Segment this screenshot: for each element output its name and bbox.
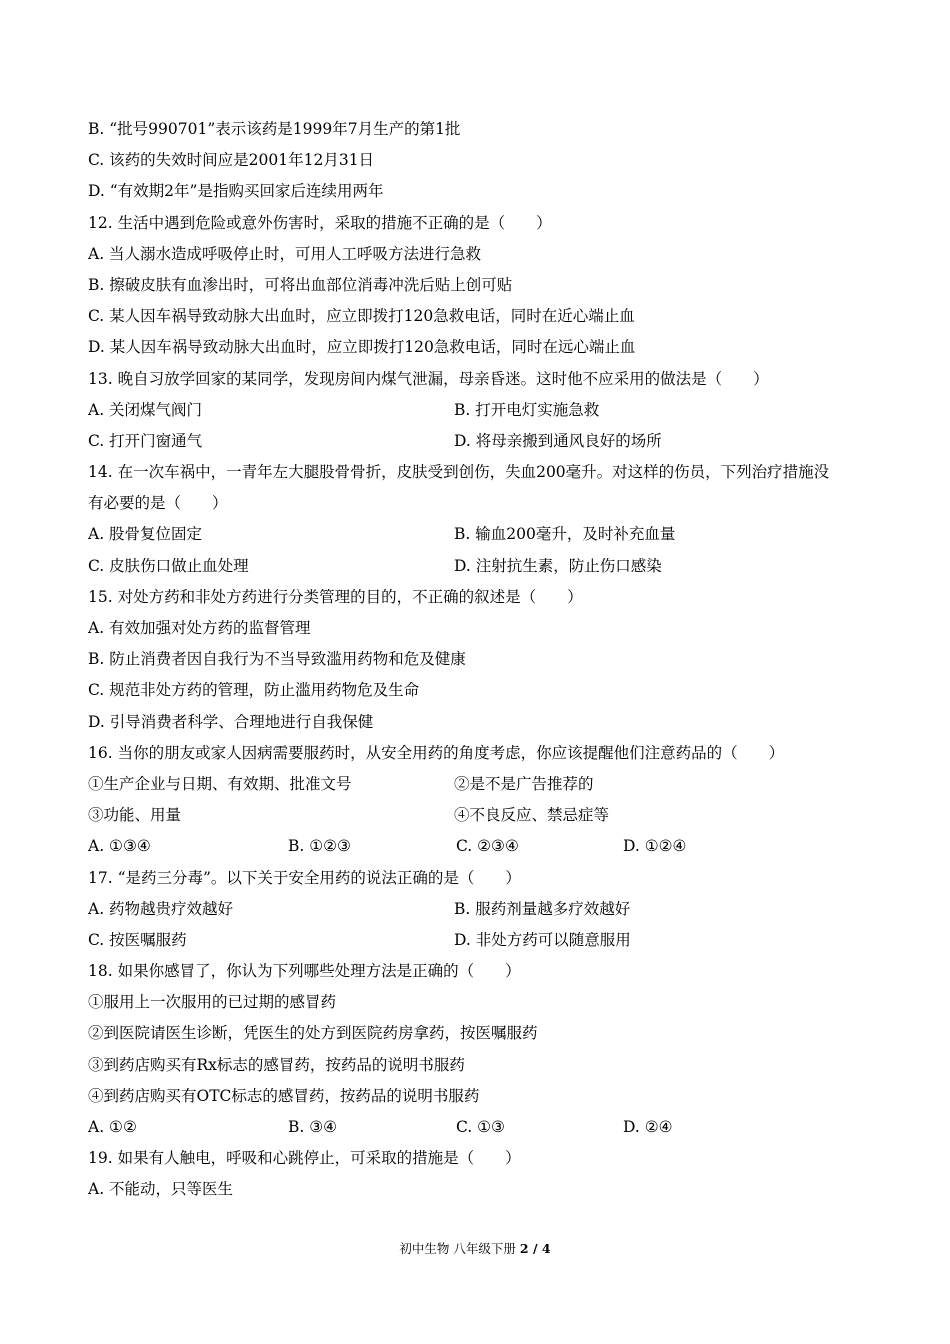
option-row-two-column — [88, 894, 868, 925]
page-total: 4 — [541, 1241, 551, 1256]
text-line: A. 有效加强对处方药的监督管理 — [88, 619, 311, 637]
text-line: D. 某人因车祸导致动脉大出血时，应立即拨打120急救电话，同时在远心端止血 — [88, 338, 636, 357]
text-line: 18. 如果你感冒了，你认为下列哪些处理方法是正确的（ ） — [88, 962, 521, 981]
text-line: A. 当人溺水造成呼吸停止时，可用人工呼吸方法进行急救 — [88, 244, 482, 263]
option-cell: B. ③④ — [288, 1118, 338, 1136]
option-cell: A. 关闭煤气阀门 — [88, 400, 203, 419]
text-line: 13. 晚自习放学回家的某同学，发现房间内煤气泄漏，母亲昏迷。这时他不应采用的做法是（ ） — [88, 369, 769, 388]
page-current: 2 — [519, 1241, 529, 1256]
text-line: B. 防止消费者因自我行为不当导致滥用药物和危及健康 — [88, 650, 466, 669]
option-row-two-column — [88, 395, 868, 426]
option-cell: A. 药物越贵疗效越好 — [88, 899, 234, 918]
text-line: ④到药店购买有OTC标志的感冒药，按药品的说明书服药 — [88, 1086, 480, 1105]
text-line: ②到医院请医生诊断，凭医生的处方到医院药房拿药，按医嘱服药 — [88, 1024, 538, 1043]
footer-label: 初中生物 八年级下册 — [399, 1241, 516, 1256]
text-line: 17. “是药三分毒”。以下关于安全用药的说法正确的是（ ） — [88, 868, 521, 887]
page-number — [520, 1241, 551, 1256]
option-cell: ④不良反应、禁忌症等 — [454, 806, 610, 825]
option-cell: D. 注射抗生素，防止伤口感染 — [454, 556, 662, 575]
option-row-two-column — [88, 551, 868, 582]
page-footer — [0, 1240, 950, 1258]
option-cell: C. ②③④ — [456, 837, 519, 856]
option-cell: B. 输血200毫升，及时补充血量 — [454, 525, 676, 544]
question-content — [88, 114, 868, 1206]
text-line: D. 引导消费者科学、合理地进行自我保健 — [88, 712, 374, 731]
text-line: B. “批号990701”表示该药是1999年7月生产的第1批 — [88, 120, 461, 138]
text-line: C. 该药的失效时间应是2001年12月31日 — [88, 151, 375, 170]
option-row-two-column — [88, 925, 868, 956]
option-row-two-column — [88, 800, 868, 831]
option-cell: C. 皮肤伤口做止血处理 — [88, 556, 249, 575]
option-cell: D. 非处方药可以随意服用 — [454, 930, 631, 949]
option-cell: ①生产企业与日期、有效期、批准文号 — [88, 774, 352, 793]
text-line: ①服用上一次服用的已过期的感冒药 — [88, 993, 337, 1012]
option-cell: C. 打开门窗通气 — [88, 431, 203, 450]
option-cell: D. ①②④ — [623, 837, 687, 856]
option-cell: A. 股骨复位固定 — [88, 525, 203, 544]
option-cell: ②是不是广告推荐的 — [454, 774, 594, 793]
text-line: 16. 当你的朋友或家人因病需要服药时，从安全用药的角度考虑，你应该提醒他们注意药品的（ ） — [88, 743, 785, 762]
text-line: 19. 如果有人触电，呼吸和心跳停止，可采取的措施是（ ） — [88, 1149, 521, 1168]
text-line: A. 不能动，只等医生 — [88, 1180, 234, 1199]
option-cell: A. ①② — [88, 1118, 137, 1136]
option-cell: A. ①③④ — [88, 837, 151, 856]
option-row-two-column — [88, 519, 868, 550]
text-line: 12. 生活中遇到危险或意外伤害时，采取的措施不正确的是（ ） — [88, 213, 552, 232]
option-row-two-column — [88, 426, 868, 457]
option-cell: B. 打开电灯实施急救 — [454, 400, 600, 419]
option-cell: C. 按医嘱服药 — [88, 930, 187, 949]
text-line: C. 某人因车祸导致动脉大出血时，应立即拨打120急救电话，同时在近心端止血 — [88, 307, 635, 326]
option-cell: ③功能、用量 — [88, 806, 182, 825]
text-line: 15. 对处方药和非处方药进行分类管理的目的，不正确的叙述是（ ） — [88, 587, 583, 606]
text-line: B. 擦破皮肤有血渗出时，可将出血部位消毒冲洗后贴上创可贴 — [88, 275, 513, 294]
text-line: ③到药店购买有Rx标志的感冒药，按药品的说明书服药 — [88, 1055, 465, 1074]
option-cell: B. ①②③ — [288, 837, 351, 856]
option-row-four-column — [88, 1112, 868, 1143]
option-cell: B. 服药剂量越多疗效越好 — [454, 899, 631, 918]
option-cell: D. 将母亲搬到通风良好的场所 — [454, 431, 662, 450]
option-cell: C. ①③ — [456, 1118, 505, 1136]
option-row-four-column — [88, 831, 868, 862]
text-line: D. “有效期2年”是指购买回家后连续用两年 — [88, 182, 384, 201]
text-line: 有必要的是（ ） — [88, 494, 228, 513]
option-cell: D. ②④ — [623, 1118, 673, 1136]
page-separator: / — [528, 1241, 542, 1256]
text-line: 14. 在一次车祸中，一青年左大腿股骨骨折，皮肤受到创伤，失血200毫升。对这样的伤员，下列治疗措施没 — [88, 463, 830, 482]
text-line: C. 规范非处方药的管理，防止滥用药物危及生命 — [88, 681, 420, 700]
option-row-two-column — [88, 769, 868, 800]
